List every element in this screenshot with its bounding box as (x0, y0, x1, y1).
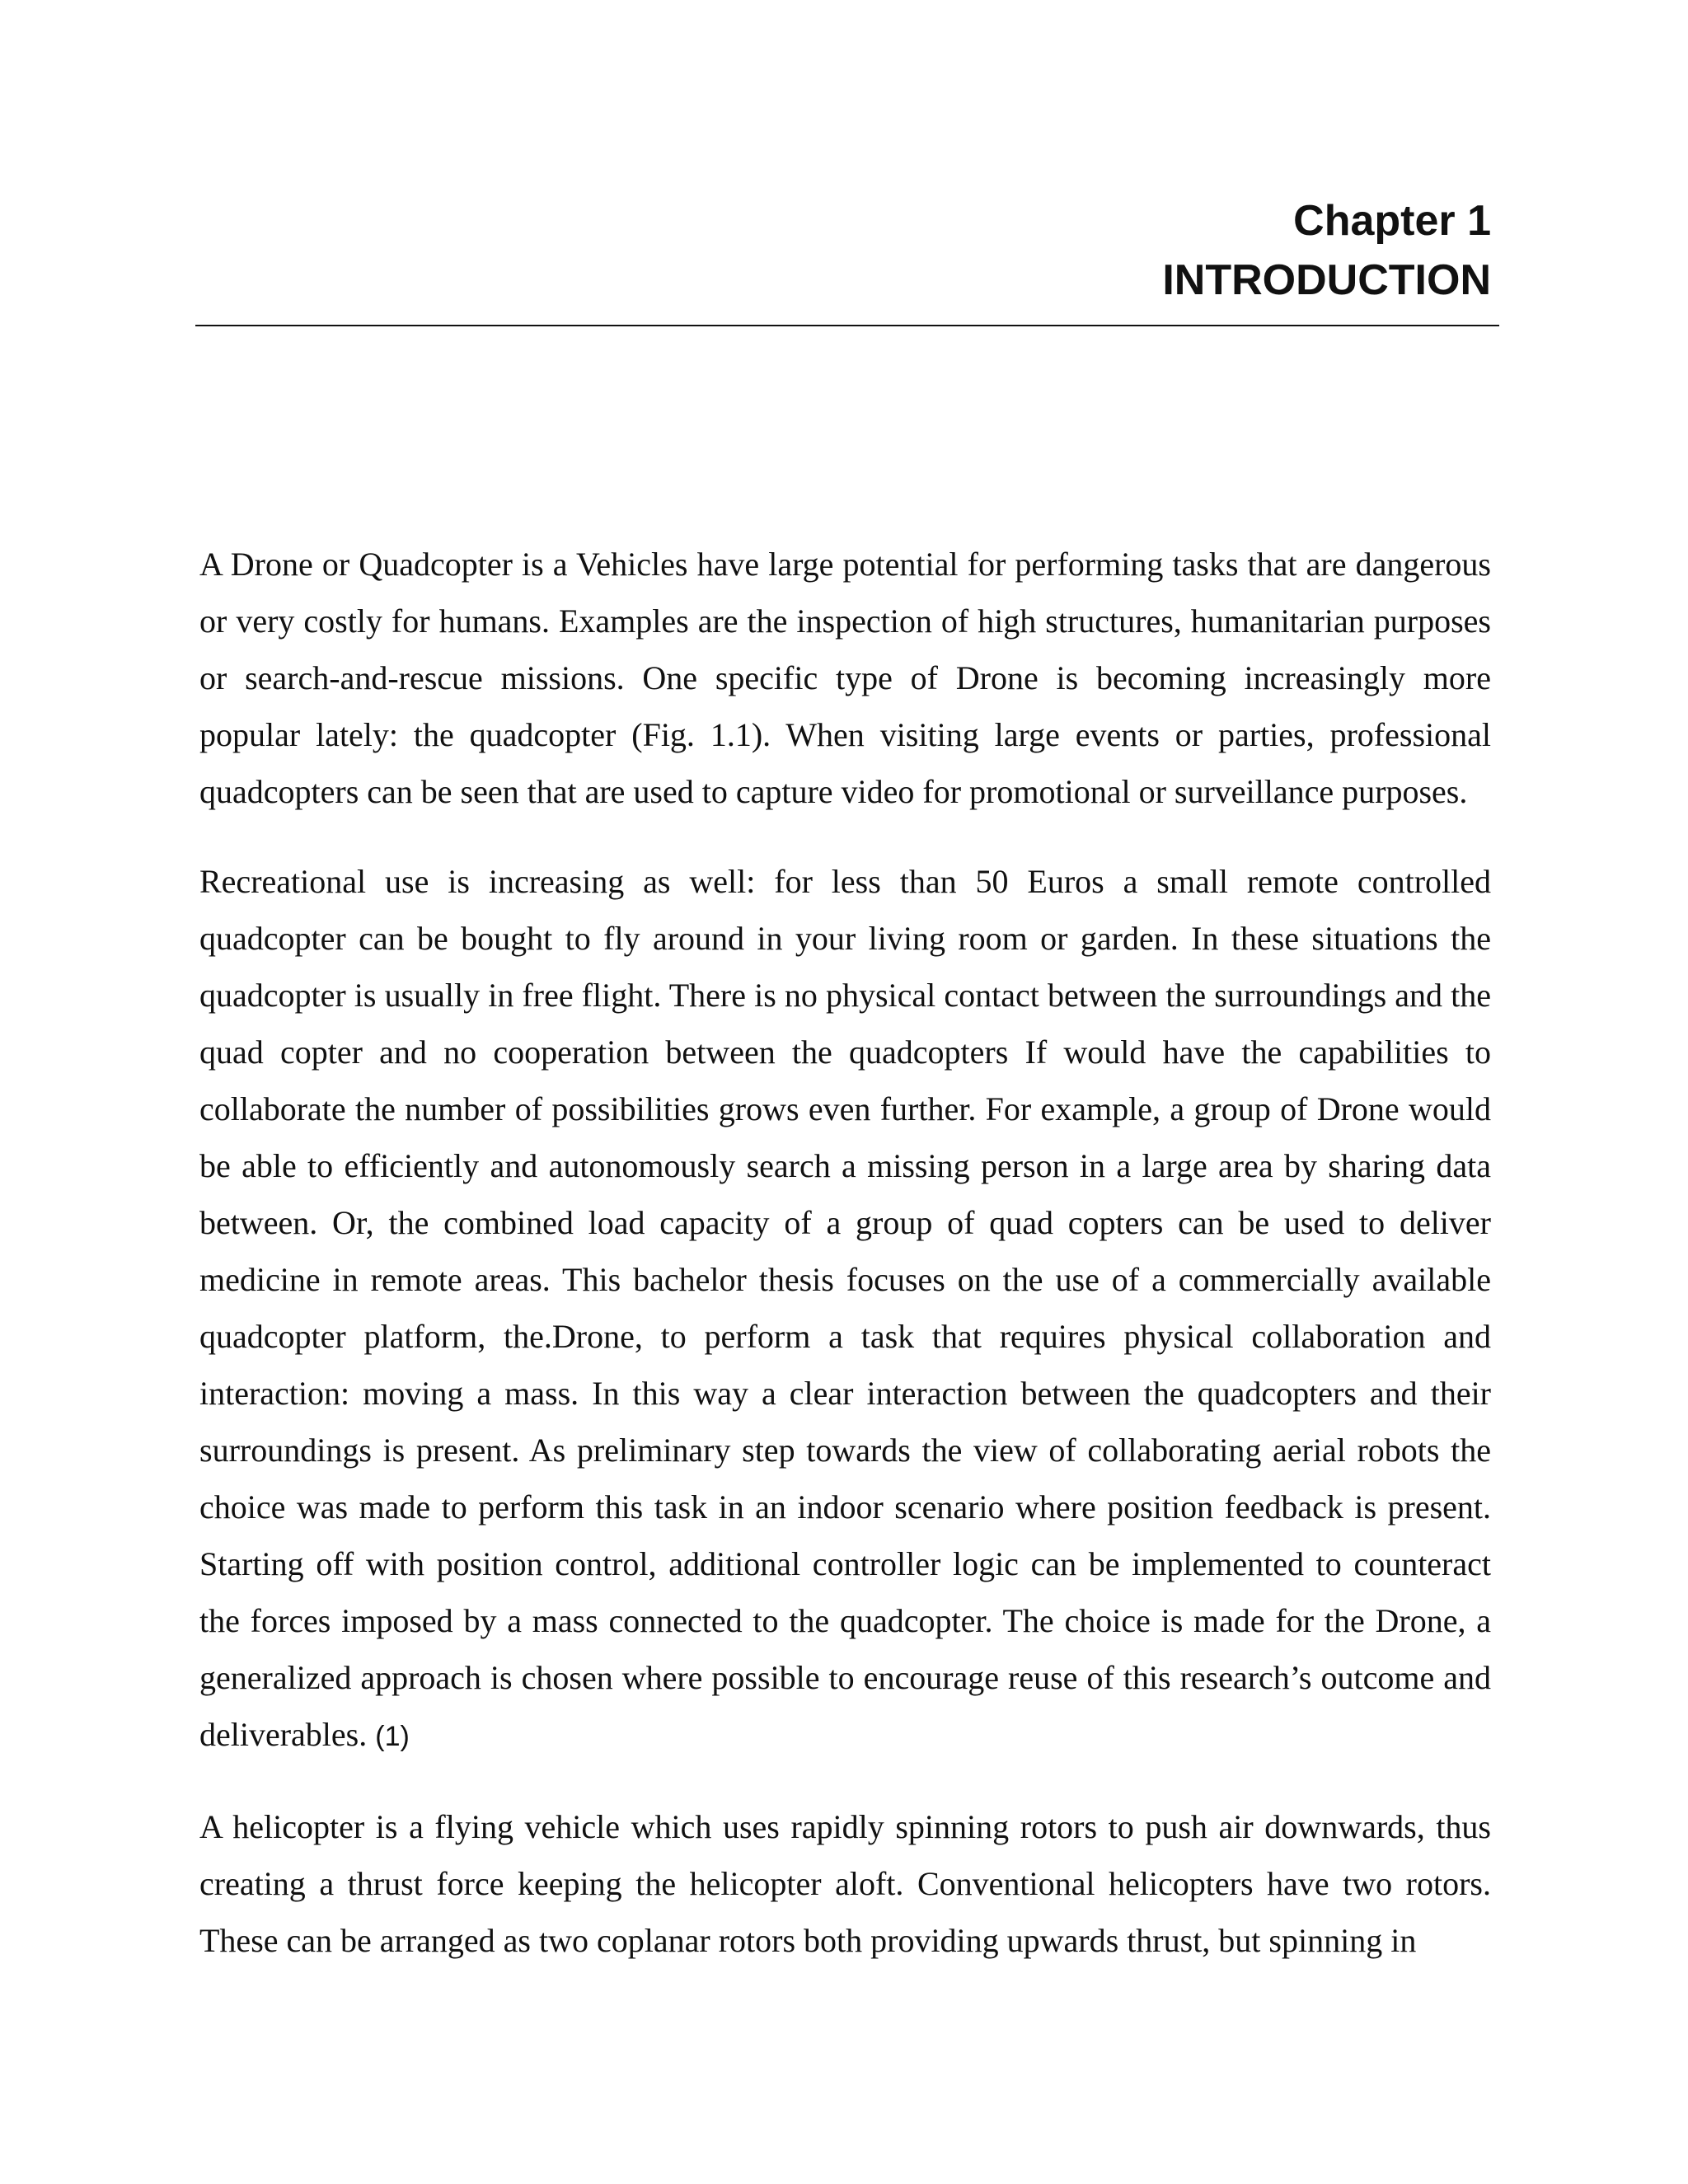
chapter-number: Chapter 1 (1293, 197, 1491, 245)
paragraph: A Drone or Quadcopter is a Vehicles have large potential for performing tasks that are dangerous or very costly for humans. Examples are the inspection of high structures, humanitarian purposes or search-and-rescue missions. One specific type of Drone is becoming increasingly more popular lately: the quadcopter (Fig. 1.1). When visiting large events or parties, professional quadcopters can be seen that are used to capture video for promotional or surveillance purposes. (199, 546, 1491, 810)
paragraph: A helicopter is a flying vehicle which uses rapidly spinning rotors to push air downwards, thus creating a thrust force keeping the helicopter aloft. Conventional helicopters have two rotors. These can be arranged as two coplanar rotors both providing upwards thrust, but spinning in (199, 1808, 1491, 1959)
citation-reference: (1) (375, 1721, 410, 1752)
chapter-header (195, 191, 1499, 310)
title-divider (195, 325, 1499, 326)
paragraph-text: Recreational use is increasing as well: for less than 50 Euros a small remote controlled quadcopter can be bought to fly around in your living room or garden. In these situations the quadcopter is usually in free flight. There is no physical contact between the surroundings and the quad copter and no cooperation between the quadcopters If would have the capabilities to collaborate the number of possibilities grows even further. For example, a group of Drone would be able to efficiently and autonomously search a missing person in a large area by sharing data between. Or, the combined load capacity of a group of quad copters can be used to deliver medicine in remote areas. This bachelor thesis focuses on the use of a commercially available quadcopter platform, the.Drone, to perform a task that requires physical collaboration and interaction: moving a mass. In this way a clear interaction between the quadcopters and their surroundings is present. As preliminary step towards the view of collaborating aerial robots the choice was made to perform this task in an indoor scenario where position feedback is present. Starting off with position control, additional controller logic can be implemented to counteract the forces imposed by a mass connected to the quadcopter. The choice is made for the Drone, a generalized approach is chosen where possible to encourage reuse of this research’s outcome and deliverables. (199, 863, 1491, 1753)
body-text (199, 536, 1491, 2002)
chapter-title: INTRODUCTION (1162, 256, 1491, 304)
paragraph (199, 853, 1491, 1765)
